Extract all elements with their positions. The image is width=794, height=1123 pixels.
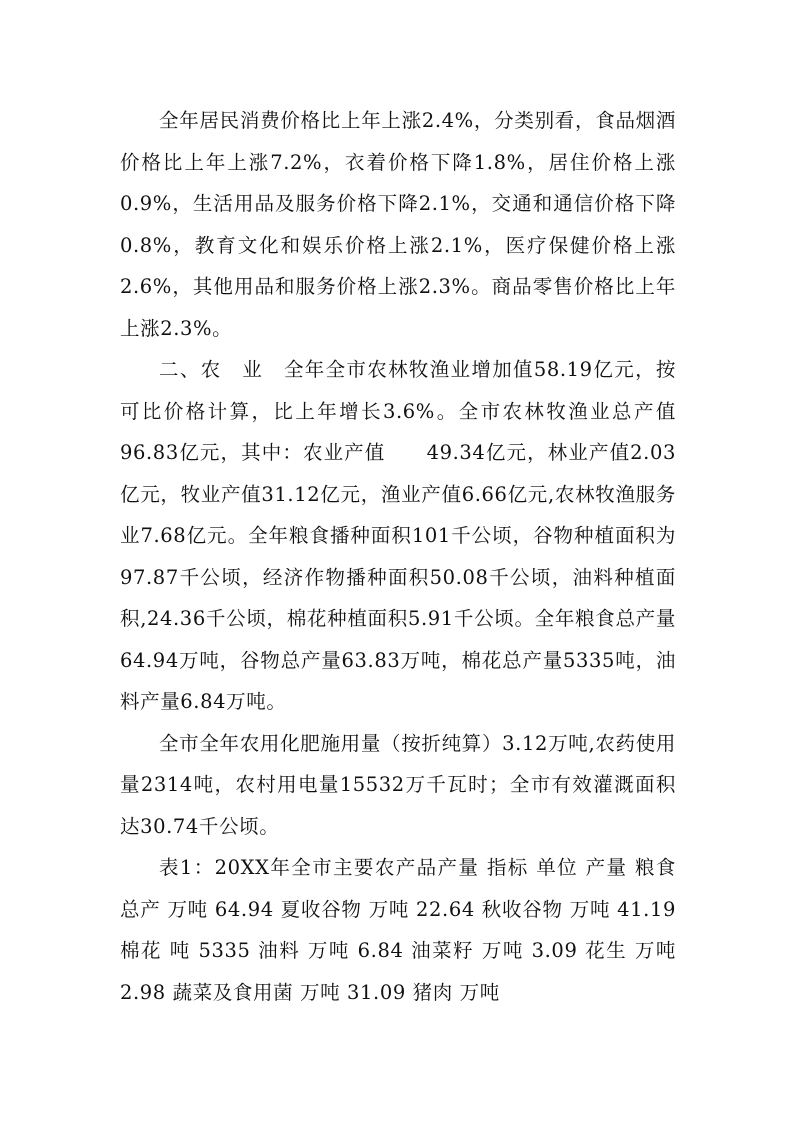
- paragraph-fertilizer: 全市全年农用化肥施用量（按折纯算）3.12万吨,农药使用量2314吨，农村用电量15532万千瓦时；全市有效灌溉面积达30.74千公顷。: [120, 731, 676, 838]
- paragraph-agriculture: 二、农 业 全年全市农林牧渔业增加值58.19亿元，按可比价格计算，比上年增长3.6%。全市农林牧渔业总产值96.83亿元，其中：农业产值 49.34亿元，林业产值2.03亿元，牧业产值31.12亿元，渔业产值6.66亿元,农林牧渔服务业7.68亿元。全年粮食播种面积101千公顷，谷物种植面积为97.87千公顷，经济作物播种面积50.08千公顷，油料种植面积,24.36千公顷，棉花种植面积5.91千公顷。全年粮食总产量64.94万吨，谷物总产量63.83万吨，棉花总产量5335吨，油料产量6.84万吨。: [120, 358, 676, 713]
- paragraph-table-1: 表1：20XX年全市主要农产品产量 指标 单位 产量 粮食总产 万吨 64.94 夏收谷物 万吨 22.64 秋收谷物 万吨 41.19 棉花 吨 5335 油料 万吨 6.84 油菜籽 万吨 3.09 花生 万吨 2.98 蔬菜及食用菌 万吨 31.09 猪肉 万吨: [120, 856, 676, 1004]
- paragraph-consumer-prices: 全年居民消费价格比上年上涨2.4%，分类别看，食品烟酒价格比上年上涨7.2%，衣着价格下降1.8%，居住价格上涨0.9%，生活用品及服务价格下降2.1%，交通和通信价格下降0.8%，教育文化和娱乐价格上涨2.1%，医疗保健价格上涨2.6%，其他用品和服务价格上涨2.3%。商品零售价格比上年上涨2.3%。: [120, 109, 676, 340]
- document-body: [120, 100, 676, 1013]
